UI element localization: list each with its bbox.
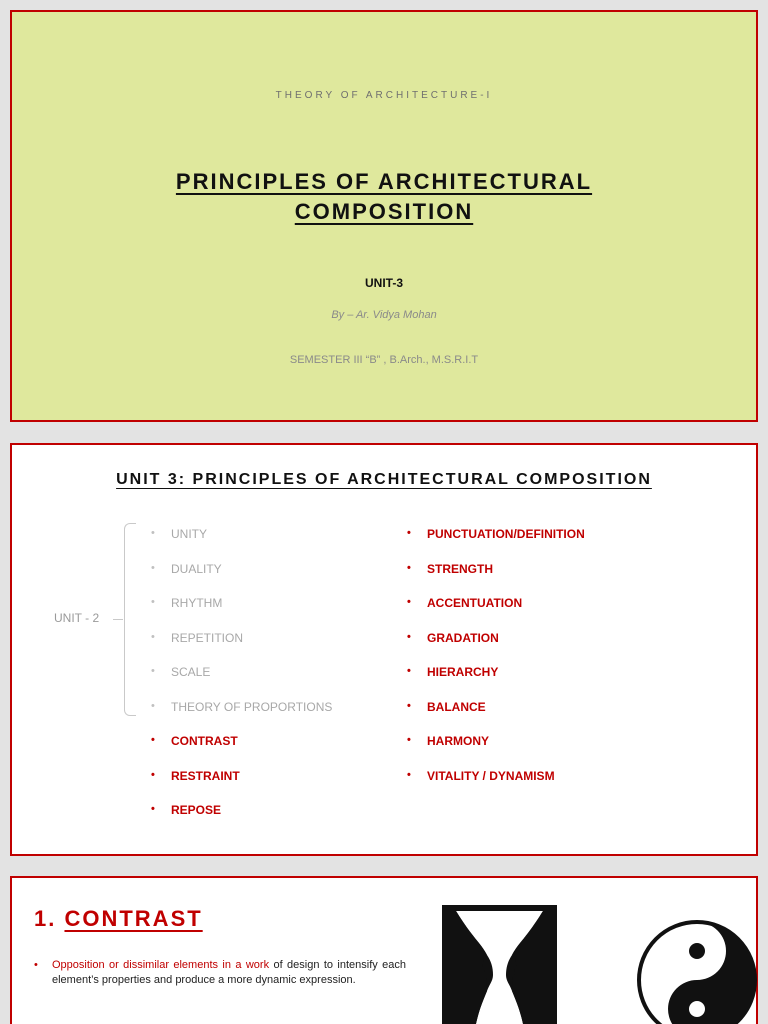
contrast-slide [10, 876, 758, 1024]
contents-slide [10, 443, 758, 856]
cover-title-line1: PRINCIPLES OF ARCHITECTURAL [175, 169, 593, 194]
contrast-bullet [34, 958, 406, 988]
topic-item: • STRENGTH [407, 562, 585, 597]
cover-slide [10, 10, 758, 422]
topic-item: • PUNCTUATION/DEFINITION [407, 527, 585, 562]
topic-item: • CONTRAST [151, 734, 332, 769]
topic-item: • ACCENTUATION [407, 596, 585, 631]
contrast-bullet-text: of design to intensify each element’s properties and produce a more dynamic expression. [52, 959, 406, 986]
cover-author: By – Ar. Vidya Mohan [331, 309, 437, 321]
topic-item: • SCALE [151, 665, 332, 700]
contrast-title: CONTRAST [64, 906, 203, 931]
cover-subtitle: THEORY OF ARCHITECTURE-I [275, 90, 493, 101]
topic-item: • GRADATION [407, 631, 585, 666]
bracket-tick [113, 619, 123, 620]
contrast-highlight: Opposition or dissimilar elements in a work [52, 959, 270, 971]
contents-heading-text: UNIT 3: PRINCIPLES OF ARCHITECTURAL COMPOSITION [116, 471, 652, 488]
topic-item: • UNITY [151, 527, 332, 562]
cover-title-line2: COMPOSITION [294, 199, 474, 224]
topic-item: • RHYTHM [151, 596, 332, 631]
topic-item: • HIERARCHY [407, 665, 585, 700]
cover-unit: UNIT-3 [364, 276, 403, 290]
faces-vase-icon [442, 905, 557, 1024]
contrast-heading [34, 906, 203, 932]
topic-item: • BALANCE [407, 700, 585, 735]
left-topic-list [151, 527, 332, 838]
contrast-bullets [34, 958, 406, 1008]
cover-semester: SEMESTER III “B” , B.Arch., M.S.R.I.T [289, 354, 479, 366]
topic-item: • HARMONY [407, 734, 585, 769]
right-topic-list [407, 527, 585, 803]
topic-item: • REPOSE [151, 803, 332, 838]
unit2-bracket [124, 523, 136, 716]
yin-yang-icon [635, 918, 759, 1024]
topic-item: • VITALITY / DYNAMISM [407, 769, 585, 804]
topic-item: • DUALITY [151, 562, 332, 597]
cover-title [12, 167, 756, 227]
topic-item: • RESTRAINT [151, 769, 332, 804]
contents-heading [12, 471, 756, 489]
topic-item: • REPETITION [151, 631, 332, 666]
contrast-number: 1. [34, 906, 65, 931]
topic-item: • THEORY OF PROPORTIONS [151, 700, 332, 735]
unit2-label: UNIT - 2 [54, 611, 100, 625]
